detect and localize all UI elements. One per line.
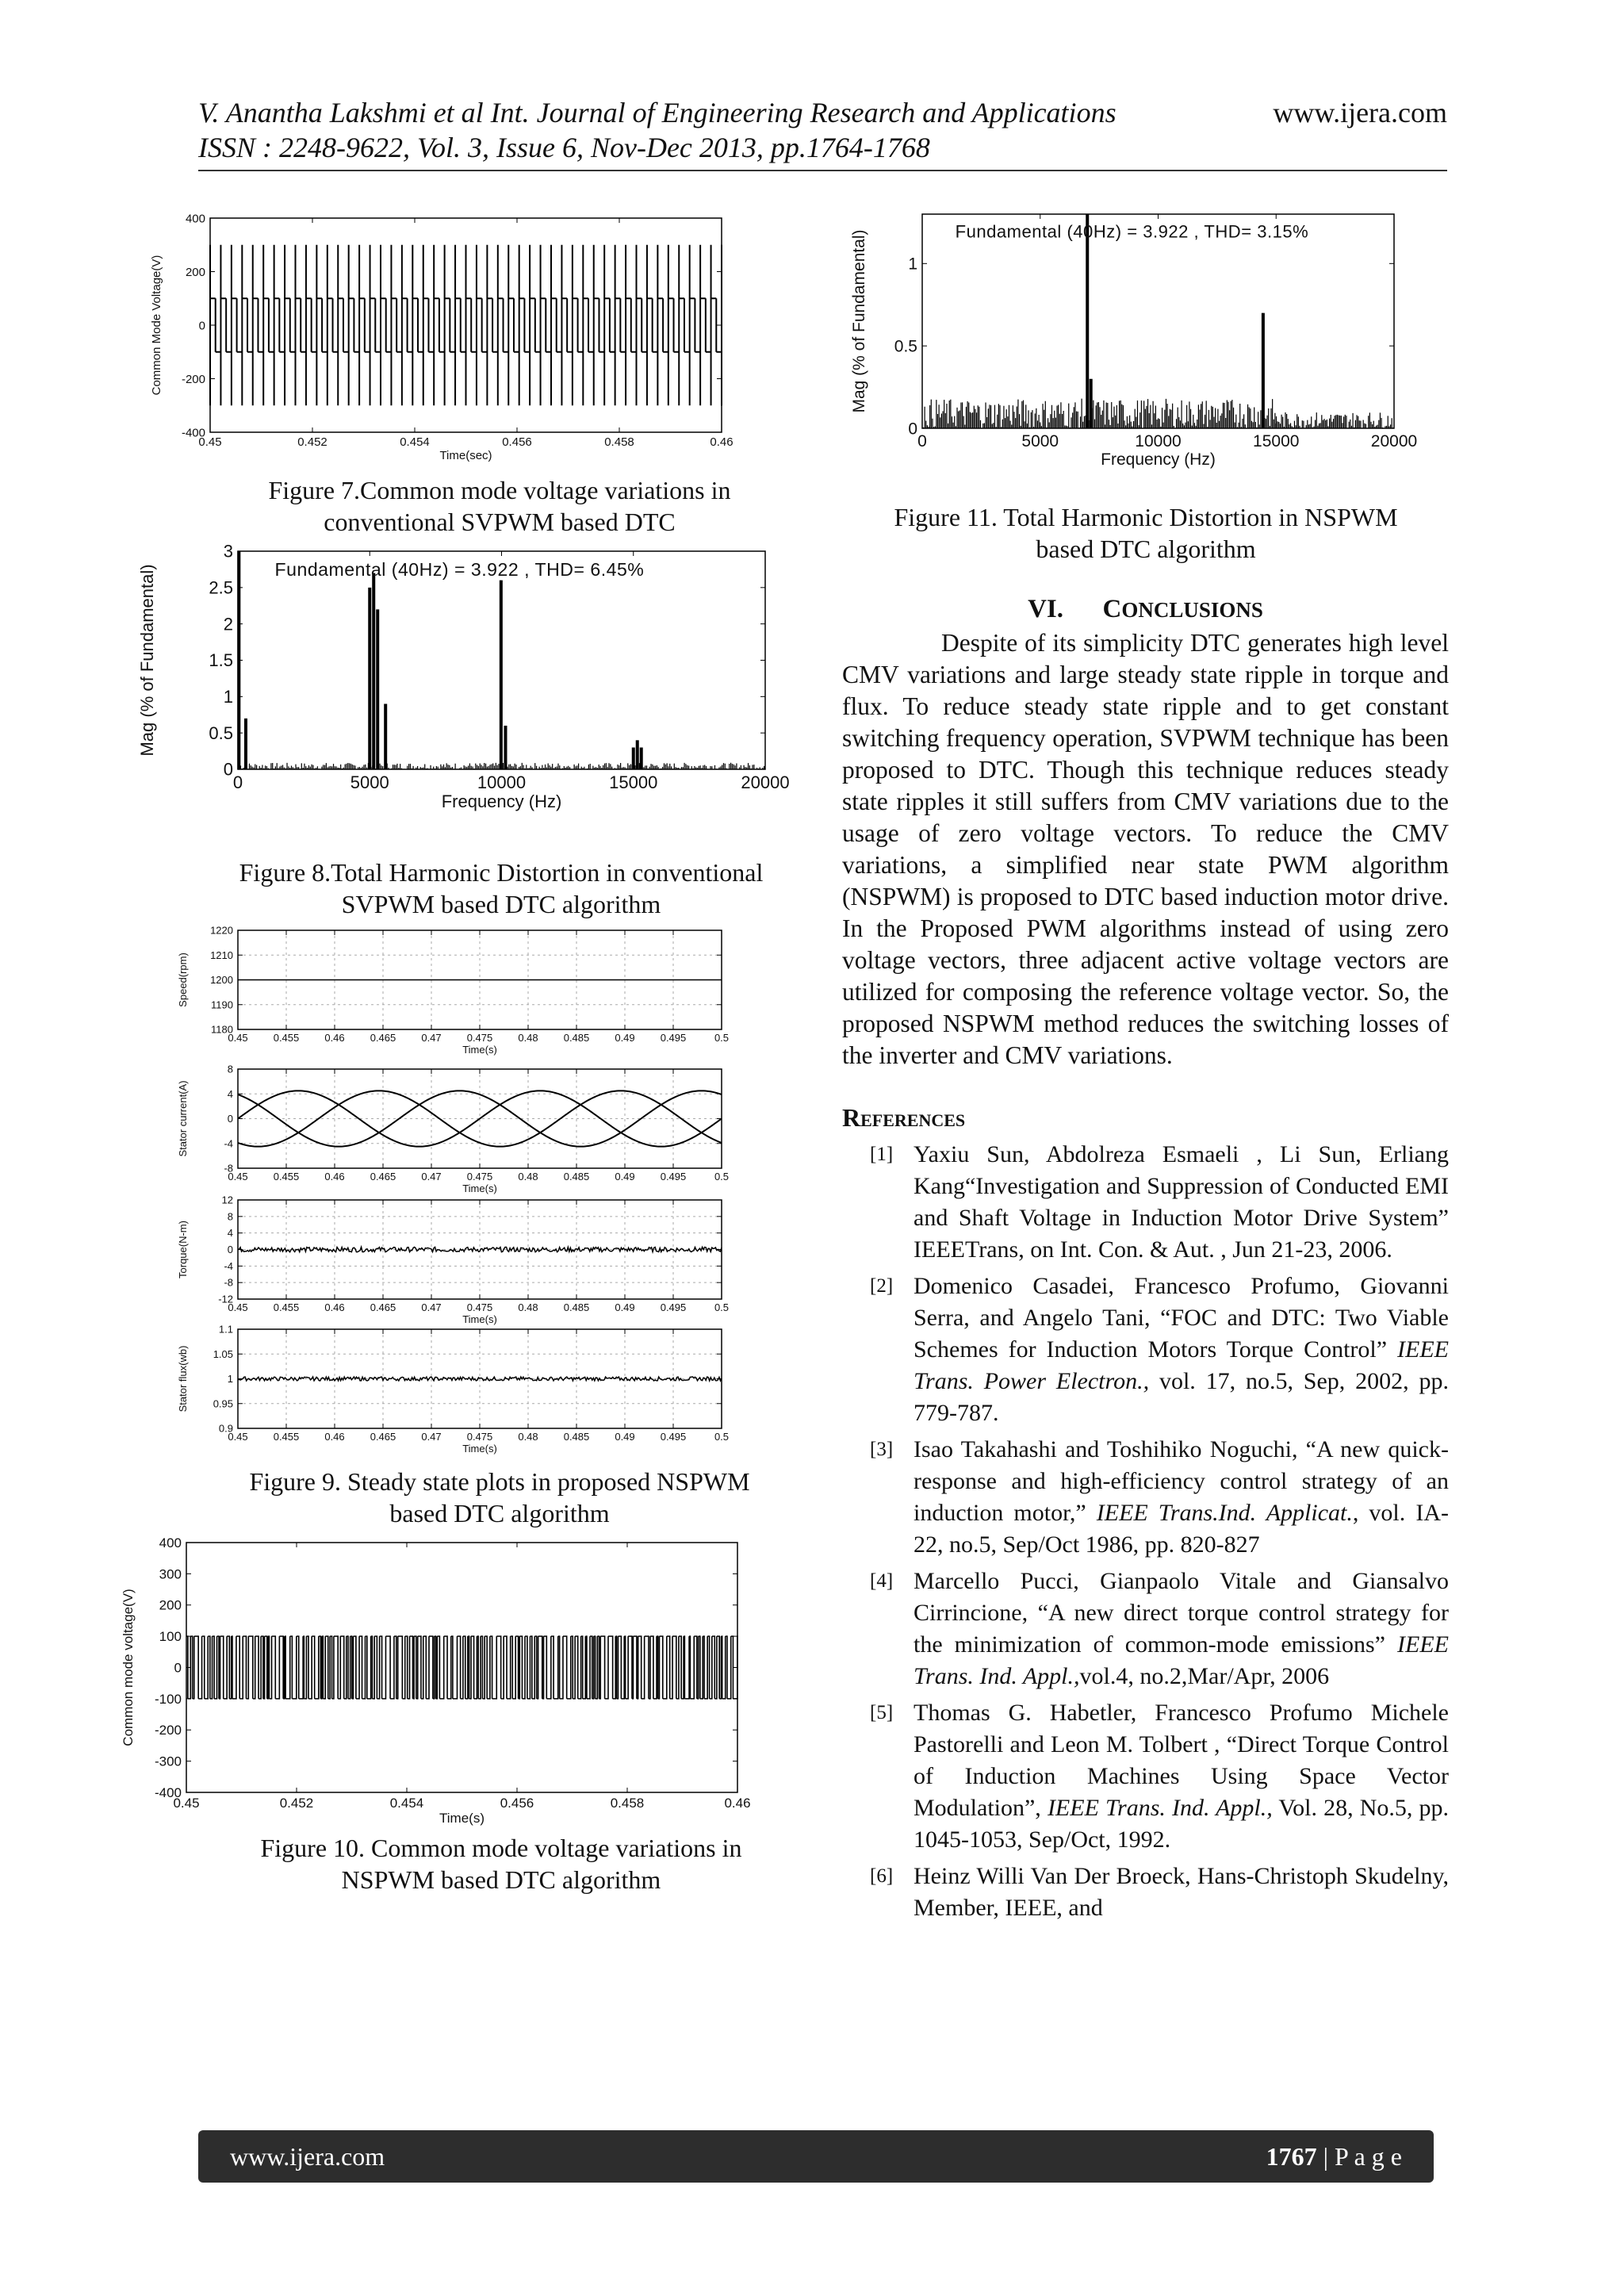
x-tick-label: 0.5 bbox=[714, 1171, 730, 1182]
x-tick-label: 0.48 bbox=[518, 1431, 538, 1443]
x-tick-label: 20000 bbox=[741, 772, 790, 792]
x-tick-label: 0.46 bbox=[724, 1796, 751, 1811]
reference-number: [4] bbox=[870, 1570, 894, 1592]
y-tick-label: -12 bbox=[218, 1293, 233, 1305]
y-tick-label: 0.5 bbox=[209, 723, 233, 743]
x-tick-label: 0.458 bbox=[610, 1796, 645, 1811]
y-tick-label: 0 bbox=[227, 1113, 233, 1125]
x-tick-label: 0.45 bbox=[228, 1171, 248, 1182]
plot-frame bbox=[922, 214, 1394, 428]
reference-number: [1] bbox=[870, 1144, 894, 1165]
x-tick-label: 20000 bbox=[1370, 432, 1418, 450]
x-tick-label: 0.465 bbox=[370, 1171, 396, 1182]
x-tick-label: 0 bbox=[917, 432, 927, 450]
section-first-letter: C bbox=[1102, 595, 1122, 623]
y-tick-label: 0.5 bbox=[894, 337, 917, 356]
x-tick-label: 0.495 bbox=[660, 1171, 687, 1182]
reference-item bbox=[842, 1861, 1449, 1924]
y-tick-label: 1 bbox=[908, 255, 917, 274]
y-tick-label: 300 bbox=[159, 1566, 182, 1582]
reference-number: [6] bbox=[870, 1865, 894, 1887]
conclusions-heading bbox=[842, 595, 1449, 624]
x-tick-label: 0.495 bbox=[660, 1032, 687, 1044]
journal-site: www.ijera.com bbox=[1273, 97, 1447, 128]
page-label: | P a g e bbox=[1316, 2141, 1402, 2171]
x-tick-label: 0.48 bbox=[518, 1301, 538, 1313]
y-tick-label: 8 bbox=[227, 1210, 233, 1223]
x-tick-label: 0.46 bbox=[324, 1032, 345, 1044]
right-column bbox=[842, 595, 1449, 1929]
y-tick-label: 0 bbox=[223, 759, 233, 780]
x-tick-label: 0.452 bbox=[279, 1796, 314, 1811]
figure-9-speed-plot bbox=[170, 924, 741, 1055]
figure-8-plot bbox=[137, 541, 790, 817]
x-tick-label: 10000 bbox=[477, 772, 527, 792]
page-footer bbox=[198, 2130, 1434, 2183]
x-axis-label: Time(s) bbox=[462, 1182, 497, 1194]
x-tick-label: 0.455 bbox=[273, 1032, 300, 1044]
x-tick-label: 0.475 bbox=[466, 1032, 493, 1044]
chart-svg bbox=[170, 1323, 741, 1454]
y-tick-label: 8 bbox=[227, 1063, 233, 1075]
x-tick-label: 0.47 bbox=[421, 1431, 442, 1443]
chart-svg bbox=[121, 1535, 757, 1826]
x-tick-label: 0.456 bbox=[500, 1796, 534, 1811]
figure-7-caption: Figure 7.Common mode voltage variations in conventional SVPWM based DTC bbox=[268, 476, 731, 536]
y-axis-label: Mag (% of Fundamental) bbox=[850, 229, 868, 413]
x-tick-label: 5000 bbox=[1021, 432, 1059, 450]
x-tick-label: 0.458 bbox=[604, 435, 634, 449]
x-tick-label: 0.45 bbox=[228, 1032, 248, 1044]
reference-item bbox=[842, 1566, 1449, 1692]
x-tick-label: 0.49 bbox=[615, 1301, 635, 1313]
figure-9-caption: Figure 9. Steady state plots in proposed NSPWM based DTC algorithm bbox=[249, 1467, 750, 1527]
x-tick-label: 15000 bbox=[609, 772, 658, 792]
chart-svg bbox=[143, 214, 745, 460]
y-tick-label: 3 bbox=[223, 541, 233, 562]
reference-text: Marcello Pucci, Gianpaolo Vitale and Giansalvo Cirrincione, “A new direct torque control strategy for the minimization of common-mode emissions” IEEE Trans. Ind. Appl.,vol.4, no.2,Mar/Apr, 2006 bbox=[914, 1568, 1449, 1689]
x-tick-label: 0.5 bbox=[714, 1301, 730, 1313]
x-tick-label: 0.45 bbox=[173, 1796, 200, 1811]
x-tick-label: 0.485 bbox=[563, 1431, 590, 1443]
issn-line: ISSN : 2248-9622, Vol. 3, Issue 6, Nov-Dec 2013, pp.1764-1768 bbox=[198, 132, 930, 163]
figure-8-caption: Figure 8.Total Harmonic Distortion in conventional SVPWM based DTC algorithm bbox=[239, 858, 764, 918]
y-tick-label: 1200 bbox=[210, 974, 233, 987]
chart-svg bbox=[170, 1063, 741, 1194]
x-tick-label: 0.485 bbox=[563, 1171, 590, 1182]
y-tick-label: -8 bbox=[224, 1162, 233, 1175]
x-tick-label: 0 bbox=[232, 772, 243, 792]
y-tick-label: -200 bbox=[154, 1723, 182, 1738]
y-tick-label: 1 bbox=[223, 687, 233, 707]
y-tick-label: -300 bbox=[154, 1754, 182, 1769]
y-tick-label: 4 bbox=[227, 1227, 233, 1240]
section-title-rest: ONCLUSIONS bbox=[1121, 598, 1263, 622]
x-tick-label: 0.49 bbox=[615, 1431, 635, 1443]
y-tick-label: -400 bbox=[181, 426, 205, 440]
y-tick-label: 0.9 bbox=[218, 1422, 233, 1435]
figure-10-plot bbox=[121, 1535, 757, 1826]
x-tick-label: 0.485 bbox=[563, 1032, 590, 1044]
page-header bbox=[198, 95, 1447, 171]
figure-7-plot bbox=[143, 214, 745, 460]
x-tick-label: 0.45 bbox=[198, 435, 222, 449]
x-tick-label: 0.5 bbox=[714, 1431, 730, 1443]
y-tick-label: 1180 bbox=[211, 1023, 233, 1036]
reference-number: [5] bbox=[870, 1702, 894, 1723]
y-tick-label: 1.5 bbox=[209, 650, 233, 671]
conclusions-paragraph: Despite of its simplicity DTC generates high level CMV variations and large steady state ripple in torque and flux. To reduce steady state ripple and to get constant switching frequency operation, SVPWM technique has been proposed to DTC. Though this technique reduces steady state ripples it still suffers from CMV variations due to the usage of zero voltage vectors. To reduce the CMV variations, a simplified near state PWM algorithm (NSPWM) is proposed to DTC based induction motor drive. In the Proposed PWM algorithms instead of using zero voltage vectors, three adjacent active voltage vectors are utilized for composing the reference voltage vector. So, the proposed NSPWM method reduces the switching losses of the inverter and CMV variations. bbox=[842, 629, 1449, 1069]
x-axis-label: Time(s) bbox=[439, 1811, 485, 1826]
x-axis-label: Time(s) bbox=[462, 1313, 497, 1325]
cmv-series bbox=[186, 1636, 737, 1699]
figure-9-flux-plot bbox=[170, 1323, 741, 1454]
figure-9-torque-plot bbox=[170, 1194, 741, 1324]
x-tick-label: 0.455 bbox=[273, 1301, 300, 1313]
y-tick-label: 0 bbox=[908, 420, 917, 439]
footer-site: www.ijera.com bbox=[230, 2141, 385, 2171]
x-axis-label: Time(s) bbox=[462, 1443, 497, 1455]
noise-floor bbox=[923, 399, 1392, 428]
x-tick-label: 0.495 bbox=[660, 1431, 687, 1443]
y-tick-label: 1190 bbox=[211, 999, 233, 1011]
y-tick-label: 0 bbox=[227, 1244, 233, 1256]
y-tick-label: 2 bbox=[223, 614, 233, 634]
chart-svg bbox=[137, 541, 790, 817]
cmv-series bbox=[210, 245, 722, 406]
x-tick-label: 0.465 bbox=[370, 1431, 396, 1443]
x-tick-label: 0.48 bbox=[518, 1032, 538, 1044]
chart-svg bbox=[170, 924, 741, 1055]
x-tick-label: 0.475 bbox=[466, 1171, 493, 1182]
y-tick-label: 100 bbox=[159, 1629, 182, 1645]
journal-citation: V. Anantha Lakshmi et al Int. Journal of Engineering Research and Applications bbox=[198, 97, 1116, 128]
figure-10-caption: Figure 10. Common mode voltage variations in NSPWM based DTC algorithm bbox=[260, 1834, 742, 1894]
x-tick-label: 0.47 bbox=[421, 1171, 442, 1182]
x-tick-label: 0.495 bbox=[660, 1301, 687, 1313]
y-tick-label: 2.5 bbox=[209, 577, 233, 598]
x-tick-label: 0.48 bbox=[518, 1171, 538, 1182]
reference-number: [2] bbox=[870, 1275, 894, 1297]
x-tick-label: 5000 bbox=[350, 772, 389, 792]
x-tick-label: 0.45 bbox=[228, 1431, 248, 1443]
y-tick-label: 400 bbox=[185, 212, 205, 226]
x-tick-label: 0.456 bbox=[502, 435, 532, 449]
y-tick-label: -400 bbox=[154, 1784, 182, 1800]
reference-item bbox=[842, 1697, 1449, 1856]
y-tick-label: -100 bbox=[154, 1691, 182, 1707]
page-number bbox=[1266, 2142, 1402, 2171]
x-tick-label: 0.45 bbox=[228, 1301, 248, 1313]
y-tick-label: 1210 bbox=[210, 949, 233, 961]
x-tick-label: 0.47 bbox=[421, 1301, 442, 1313]
x-tick-label: 15000 bbox=[1253, 432, 1300, 450]
reference-text: Heinz Willi Van Der Broeck, Hans-Christoph Skudelny, Member, IEEE, and bbox=[914, 1863, 1449, 1921]
x-tick-label: 0.455 bbox=[273, 1431, 300, 1443]
y-axis-label: Torque(N-m) bbox=[177, 1221, 189, 1278]
references-list bbox=[842, 1139, 1449, 1924]
y-axis-label: Common Mode Voltage(V) bbox=[150, 255, 163, 396]
y-axis-label: Speed(rpm) bbox=[177, 953, 189, 1007]
reference-text: Isao Takahashi and Toshihiko Noguchi, “A new quick-response and high-efficiency control strategy of an induction motor,” IEEE Trans.Ind. Applicat., vol. IA-22, no.5, Sep/Oct 1986, pp. 820-827 bbox=[914, 1436, 1449, 1558]
x-tick-label: 0.5 bbox=[714, 1032, 730, 1044]
y-tick-label: 4 bbox=[227, 1087, 233, 1100]
x-tick-label: 0.46 bbox=[710, 435, 733, 449]
y-tick-label: 1220 bbox=[210, 924, 233, 937]
y-axis-label: Common mode voltage(V) bbox=[121, 1589, 136, 1746]
x-tick-label: 0.49 bbox=[615, 1032, 635, 1044]
references-heading: References bbox=[842, 1103, 966, 1132]
reference-text: Yaxiu Sun, Abdolreza Esmaeli , Li Sun, Erliang Kang“Investigation and Suppression of Conducted EMI and Shaft Voltage in Induction Motor Drive System” IEEETrans, on Int. Con. & Aut. , Jun 21-23, 2006. bbox=[914, 1141, 1449, 1263]
y-tick-label: 200 bbox=[159, 1597, 182, 1613]
chart-annotation: Fundamental (40Hz) = 3.922 , THD= 3.15% bbox=[955, 221, 1309, 242]
reference-text: Domenico Casadei, Francesco Profumo, Giovanni Serra, and Angelo Tani, “FOC and DTC: Two Viable Schemes for Induction Motors Torque Control” IEEE Trans. Power Electron., vol. 17, no.5, Sep, 2002, pp. 779-787. bbox=[914, 1273, 1449, 1426]
figure-9-current-plot bbox=[170, 1063, 741, 1194]
y-tick-label: -4 bbox=[224, 1259, 233, 1272]
x-tick-label: 0.46 bbox=[324, 1171, 345, 1182]
y-tick-label: 12 bbox=[221, 1194, 233, 1206]
reference-number: [3] bbox=[870, 1439, 894, 1460]
x-tick-label: 0.454 bbox=[400, 435, 430, 449]
x-axis-label: Time(sec) bbox=[439, 449, 492, 462]
x-tick-label: 0.465 bbox=[370, 1032, 396, 1044]
y-axis-label: Mag (% of Fundamental) bbox=[137, 564, 157, 757]
y-tick-label: -200 bbox=[181, 372, 205, 386]
x-tick-label: 0.454 bbox=[389, 1796, 424, 1811]
reference-journal: IEEE Trans.Ind. Applicat. bbox=[1096, 1500, 1353, 1526]
y-tick-label: 0 bbox=[198, 319, 205, 333]
figure-11-caption: Figure 11. Total Harmonic Distortion in NSPWM based DTC algorithm bbox=[894, 503, 1398, 563]
y-tick-label: 1.1 bbox=[218, 1323, 233, 1336]
x-tick-label: 0.475 bbox=[466, 1301, 493, 1313]
figure-11-plot bbox=[850, 210, 1426, 480]
x-axis-label: Frequency (Hz) bbox=[1101, 450, 1216, 469]
x-tick-label: 0.46 bbox=[324, 1301, 345, 1313]
x-tick-label: 0.485 bbox=[563, 1301, 590, 1313]
chart-annotation: Fundamental (40Hz) = 3.922 , THD= 6.45% bbox=[274, 558, 645, 580]
y-tick-label: 400 bbox=[159, 1535, 182, 1550]
x-tick-label: 0.47 bbox=[421, 1032, 442, 1044]
x-axis-label: Time(s) bbox=[462, 1044, 497, 1056]
y-axis-label: Stator flux(wb) bbox=[177, 1345, 189, 1412]
section-number: VI. bbox=[1028, 595, 1064, 623]
y-tick-label: -4 bbox=[224, 1137, 233, 1150]
y-axis-label: Stator current(A) bbox=[177, 1080, 189, 1157]
reference-item bbox=[842, 1271, 1449, 1429]
x-tick-label: 0.46 bbox=[324, 1431, 345, 1443]
x-tick-label: 0.455 bbox=[273, 1171, 300, 1182]
x-tick-label: 0.475 bbox=[466, 1431, 493, 1443]
y-tick-label: 0.95 bbox=[213, 1397, 233, 1410]
reference-text: Thomas G. Habetler, Francesco Profumo Michele Pastorelli and Leon M. Tolbert , “Direct Torque Control of Induction Machines Using Space Vector Modulation”, IEEE Trans. Ind. Appl., Vol. 28, No.5, pp. 1045-1053, Sep/Oct, 1992. bbox=[914, 1700, 1450, 1853]
x-tick-label: 0.49 bbox=[615, 1171, 635, 1182]
y-tick-label: 200 bbox=[185, 265, 205, 279]
chart-svg bbox=[170, 1194, 741, 1324]
chart-svg bbox=[850, 210, 1426, 480]
x-axis-label: Frequency (Hz) bbox=[441, 792, 562, 811]
y-tick-label: -8 bbox=[224, 1276, 233, 1289]
x-tick-label: 10000 bbox=[1135, 432, 1182, 450]
page-number-value: 1767 bbox=[1266, 2141, 1317, 2171]
x-tick-label: 0.452 bbox=[297, 435, 327, 449]
y-tick-label: 1.05 bbox=[213, 1347, 233, 1360]
reference-item bbox=[842, 1139, 1449, 1266]
reference-journal: IEEE Trans. Ind. Appl., bbox=[914, 1631, 1449, 1689]
reference-journal: IEEE Trans. Ind. Appl., bbox=[1047, 1795, 1273, 1821]
y-tick-label: 1 bbox=[227, 1373, 233, 1386]
x-tick-label: 0.465 bbox=[370, 1301, 396, 1313]
y-tick-label: 0 bbox=[174, 1660, 182, 1676]
reference-journal: IEEE Trans. Power Electron., bbox=[914, 1336, 1449, 1394]
reference-item bbox=[842, 1434, 1449, 1561]
